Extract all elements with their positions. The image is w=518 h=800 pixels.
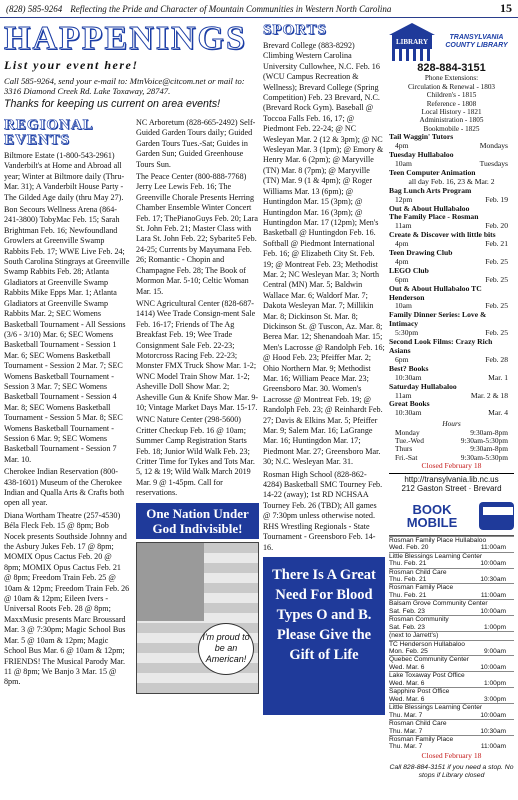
library-event-name: Saturday Hullabaloo [389, 381, 457, 391]
bookmobile-stop-time [389, 696, 514, 703]
regional-diana-wortham: Diana Wortham Theatre (257-4530) Béla Fleck Feb. 15 @ 8pm; Bob Nocek presents Southside Johnny and the Asbury Jukes Feb. 17 @ 8pm; MOMIX Opus Cactus Feb. 20 @ 8pm; MOMIX Opus Cactus Feb. 21 @ 8pm; Freedom Train Feb. 25 @ 10am & 12pm; Freedom Train Feb. 26 @ 10am & 12pm; Eileen Ivers - Universal Roots Feb. 28 @ 8pm; MaxxMusic presents Marc Broussard Mar. 3 @ 7:30pm; Magic School Bus Mar. 5 @ 10am & 12pm; Magic School Bus Mar. 6 @ 10am & 12pm; FRIENDS! The Musical Parody Mar. 11 @ 8pm; We Banjo 3 Mar. 15 @ 8pm. [4, 510, 130, 687]
bookmobile-stop-location: Rosman Family Place Hullabaloo [389, 536, 514, 544]
library-event-time-a: 4pm [395, 256, 409, 266]
library-event-name: Tail Waggin' Tutors [389, 132, 454, 142]
library-event-name: Teen Drawing Club [389, 248, 453, 258]
library-event-time-a: 4pm [395, 141, 409, 151]
library-event-time [389, 409, 514, 418]
bookmobile-stop-location: Rosman Community [389, 615, 514, 623]
library-url [389, 473, 514, 493]
library-event-time-a: 12pm [395, 194, 413, 204]
library-event-name: Family Dinner Series: Love & Intimacy [389, 310, 487, 329]
library-hours [389, 420, 514, 470]
regional-wnc-nature-center: WNC Nature Center (298-5600) Critter Checkup Feb. 16 @ 10am; Summer Camp Registration Starts Feb. 18; Junior Wild Walk Feb. 23; Critter Time for Tykes and Tots Mar. 5, 12 & 19; Wild Walk March 2019 Mar. 9 @ 1-45pm. Call for reservations. [136, 415, 255, 498]
bookmobile-stop-location: Rosman Child Care [389, 568, 514, 576]
library-event-date: Feb. 25 [485, 256, 508, 266]
library-extension-line: Bookmobile - 1825 [423, 124, 480, 133]
library-event-name: Out & About Hullabaloo TC Henderson [389, 283, 482, 302]
library-name: TRANSYLVANIA COUNTY LIBRARY [445, 33, 508, 49]
library-extension-line: Administration - 1805 [419, 116, 484, 125]
hours-day: Thurs [395, 444, 413, 454]
library-building-icon: LIBRARY [389, 23, 435, 61]
header-phone: (828) 585-9264 [6, 3, 63, 14]
library-event-date: Feb. 25 [485, 274, 508, 284]
library-event-name: Second Look Films: Crazy Rich Asians [389, 337, 493, 355]
bookmobile-logo [389, 497, 514, 535]
library-event-name: Teen Computer Animation [389, 167, 476, 177]
bookmobile-stop-hour: 10:00am [480, 663, 506, 671]
flag-image [136, 542, 259, 694]
happenings-contact: Call 585-9264, send your e-mail to: MtnVoice@citcom.net or mail to: 3316 Diamond Creek Rd. Lake Toxaway, 28747. [4, 76, 245, 96]
library-event-date: Mar. 1 [488, 372, 508, 382]
library-event-time-a: 10:30am [395, 408, 422, 418]
library-extension-line: Phone Extensions: [424, 74, 479, 83]
bookmobile-stop-hour: 9:00am [484, 648, 506, 656]
library-event-name: Bag Lunch Arts Program [389, 185, 472, 195]
bookmobile-stop-date: Thu. Mar. 7 [389, 727, 423, 735]
library-event-date: Mar. 4 [488, 408, 508, 418]
bookmobile-stop-time [389, 624, 514, 631]
bookmobile-stop-location: Sapphire Post Office [389, 687, 514, 695]
library-event-date: Mondays [479, 141, 508, 151]
blood-drive-banner: There Is A Great Need For Blood Types O and B. Please Give the Gift of Life [263, 557, 385, 715]
flag-speech-bubble: I'm proud to be an American! [198, 623, 254, 675]
bookmobile-stop-date: Thu. Mar. 7 [389, 743, 423, 751]
library-event-date: Feb. 20 [485, 221, 508, 231]
one-nation-banner: One Nation Under God Indivisible! [136, 503, 259, 539]
bookmobile-stop-hour: 10:00am [480, 560, 506, 568]
bookmobile-stop-date: Thu. Feb. 21 [389, 560, 427, 568]
bookmobile-stop-hour: 1:00pm [484, 679, 506, 687]
library-event-time-a: 11am [395, 221, 412, 231]
hours-day: Fri.-Sat [395, 452, 418, 462]
library-event-name: Create & Discover with little bits [389, 230, 496, 240]
bookmobile-stop-location: Lake Toxaway Post Office [389, 671, 514, 679]
library-event-time-a: 5:30pm [395, 328, 419, 338]
bookmobile-stop-time [389, 648, 514, 655]
bookmobile-stop-date: Thu. Mar. 7 [389, 711, 423, 719]
bookmobile-stop-hour: 3:00pm [484, 695, 506, 703]
library-event-date: Feb. 25 [485, 328, 508, 338]
library-extension-line: Circulation & Renewal - 1803 [407, 82, 496, 91]
bookmobile-stop-hour: 10:30am [480, 727, 506, 735]
library-column [389, 22, 514, 798]
bookmobile-stop-location: Rosman Child Care [389, 719, 514, 727]
library-event-name: Tuesday Hullabaloo [389, 150, 454, 160]
library-event-time-a: 10am [395, 158, 412, 168]
regional-biltmore: Biltmore Estate (1-800-543-2961) Vanderbilt's at Home and Abroad all year; Winter at Biltmore daily (Thru-Mar. 31); A Vanderbilt House Party - The Gilded Age daily (thru May 27). [4, 151, 125, 202]
library-event-time-a: all day Feb. 16, 23 & Mar. 2 [408, 176, 495, 186]
bookmobile-stop-date: Sat. Feb. 23 [389, 623, 425, 631]
header-tagline: Reflecting the Pride and Character of Mountain Communities in Western North Carolina [70, 3, 392, 14]
bookmobile-stop-location: Little Blessings Learning Center [389, 703, 514, 711]
library-extension-line: Reference - 1808 [426, 99, 477, 108]
regional-cherokee: Cherokee Indian Reservation (800-438-1601) Museum of the Cherokee Indian and Qualla Arts & Crafts both open all year. [4, 467, 125, 508]
bookmobile-stop-date: Wed. Mar. 6 [389, 663, 425, 671]
library-event-time-a: 4pm [395, 239, 409, 249]
bookmobile-closed-notice: Closed February 18 [421, 750, 482, 760]
bookmobile-stop-time [389, 712, 514, 719]
bookmobile-stop-time [389, 728, 514, 735]
bookmobile-stop-time [389, 544, 514, 551]
library-event-name: Best? Books [389, 363, 429, 373]
library-extension-line: Local History - 1821 [421, 108, 482, 117]
library-event-date: Feb. 21 [485, 239, 508, 249]
bookmobile-stop-date: Wed. Feb. 20 [389, 544, 429, 552]
bookmobile-stop-hour: 1:00pm [484, 623, 506, 631]
bookmobile-stop-hour: 10:00am [480, 607, 506, 615]
regional-column-2 [136, 118, 259, 798]
library-event-name: Great Books [389, 399, 430, 409]
bookmobile-title: BOOK MOBILE [406, 501, 458, 530]
hours-time: 9:30am-5:30pm [460, 436, 508, 446]
regional-wnc-ag-center: WNC Agricultural Center (828-687-1414) Wee Trade Consign-ment Sale Feb. 16-17; Friends of The Ag Breakfast Feb. 19; Wee Trade Consignment Sale Feb. 22-23; Motorcross Racing Feb. 22-23; Monster FMX Truck Show Mar. 1-2; WNC Model Train Show Mar. 1-2; Asheville Doll Show Mar. 2; Asheville Gun & Knife Show Mar. 9-10; Vintage Market Days Mar. 15-17. [136, 298, 259, 412]
sports-column [263, 22, 385, 798]
library-extensions [389, 74, 514, 133]
library-event-date: Feb. 28 [485, 354, 508, 364]
library-address: 212 Gaston Street · Brevard [401, 483, 502, 493]
library-event-time-a: 10:30am [395, 372, 422, 382]
bookmobile-stop-location: Quebec Community Center [389, 655, 514, 663]
bookmobile-stop-time [389, 608, 514, 615]
bookmobile-stop-location: Little Blessings Learning Center [389, 552, 514, 560]
library-event-time-a: 11am [395, 390, 412, 400]
library-phone: 828-884-3151 [417, 62, 486, 74]
bookmobile-stop-hour: 11:00am [480, 743, 506, 751]
bookmobile-stop-time [389, 664, 514, 671]
library-event-name: LEGO Club [389, 265, 429, 275]
library-event-time-a: 6pm [395, 274, 409, 284]
bookmobile-stop-location: (next to Jarrett's) [389, 631, 514, 639]
bookmobile-stop-time [389, 560, 514, 567]
bookmobile-footer: Call 828-884-3151 if you need a stop. No stops if Library closed [389, 764, 514, 780]
bookmobile-bus-icon [479, 502, 514, 530]
library-event-time-a: 10am [395, 301, 412, 311]
bookmobile-stop-hour: 11:00am [480, 544, 506, 552]
hours-day: Tue.-Wed [395, 436, 424, 446]
bookmobile-stop-date: Thu. Feb. 21 [389, 591, 427, 599]
happenings-subtitle: List your event here! [4, 58, 139, 72]
library-website: http://transylvania.lib.nc.us [404, 474, 499, 484]
happenings-thanks: Thanks for keeping us current on area events! [4, 98, 221, 110]
page-number: 15 [500, 1, 512, 15]
bookmobile-stop-date: Sat. Feb. 23 [389, 607, 425, 615]
bookmobile-stop-hour: 10:00am [480, 711, 506, 719]
flag-canton [137, 543, 204, 621]
bookmobile-stop-date: Wed. Mar. 6 [389, 679, 425, 687]
library-event-date: Feb. 25 [485, 301, 508, 311]
bookmobile-stop-date: Thu. Feb. 21 [389, 575, 427, 583]
happenings-title: HAPPENINGS [4, 20, 247, 57]
hours-title: Hours [442, 419, 461, 429]
library-event-date: Mar. 2 & 18 [470, 390, 508, 400]
bookmobile-stop-time [389, 592, 514, 599]
library-event-name: The Family Place - Rosman [389, 212, 479, 222]
library-event-date: Feb. 19 [485, 194, 508, 204]
happenings-masthead [4, 22, 259, 110]
hours-day: Monday [395, 427, 420, 437]
library-events [389, 133, 514, 418]
regional-title: REGIONAL EVENTS [4, 118, 93, 148]
library-event-time-a: 6pm [395, 354, 409, 364]
hours-time: 9:30am-8pm [470, 427, 508, 437]
regional-column-1 [4, 118, 130, 798]
bookmobile-stop-location: Rosman Family Place [389, 735, 514, 743]
bookmobile-stop-date: Wed. Mar. 6 [389, 695, 425, 703]
bookmobile-stop-time [389, 576, 514, 583]
bookmobile-schedule [389, 535, 514, 751]
bookmobile-stop-hour: 10:30am [480, 575, 506, 583]
regional-peace-center: The Peace Center (800-888-7768) Jerry Lee Lewis Feb. 16; The Greenville Chorale Presents Herring Chamber Ensemble Winter Concert Feb. 17; ThePianoGuys Feb. 20; Lara St. John Feb. 21; Master Class with Lara St. John Feb. 22; Sybarite5 Feb. 24-25; Currents by Mayumana Feb. 26; Romantic - Chopin and Champagne Feb. 28; The Book of Mormon Mar. 5-10; Celtic Woman Mar. 15. [136, 172, 258, 296]
bookmobile-stop-time [389, 680, 514, 687]
bookmobile-stop-hour: 11:00am [480, 591, 506, 599]
library-extension-line: Children's - 1815 [426, 91, 477, 100]
bookmobile-stop-location: Rosman Family Place [389, 583, 514, 591]
bookmobile-stop-location: TC Henderson Hullabaloo [389, 640, 514, 648]
hours-time: 9:30am-8pm [470, 444, 508, 454]
library-event-date: Tuesdays [479, 158, 508, 168]
sports-rosman-high: Rosman High School (828-862-4284) Basketball SMC Tourney Feb. 14-22 (away); 1st RD NCHSAA Tourney Feb. 26 (TBD); All games @ 7:30pm unless otherwise noted. RHS Wrestling Regionals - State Tournament - Greensboro Feb. 14-16. [263, 469, 383, 552]
bookmobile-stop-time [389, 743, 514, 750]
regional-bon-secours: Bon Secours Wellness Arena (864-241-3800) TobyMac Feb. 15; Sarah Brightman Feb. 16; Newfoundland Growlers at Greenville Swamp Rabbits Feb. 17; WWE Live Feb. 24; South Carolina Stingrays at Greenville Swamp Rabbits Feb. 28; Atlanta Gladiators at Greenville Swamp Rabbits Mike Epps Mar. 1; Atlanta Gladiators at Greenville Swamp Rabbits Mar. 2; SEC Womens Basketball Tournament - All Sessions (3/6 - 3/10) Mar. 6; SEC Womens Basketball Tournament - Session 1 Mar. 6; SEC Womens Basketball Tournament - Session 2 Mar. 7; SEC Womens Basketball Tournament - Session 3 Mar. 7; SEC Womens Basketball Tournament - Session 4 Mar. 8; SEC Womens Basketball Tournament - Session 5 Mar. 8; SEC Womens Basketball Tournament - Session 6 Mar. 9; SEC Womens Basketball Tournament - Session 7 Mar. 10. [4, 205, 130, 464]
hours-time: 9:30am-5:30pm [460, 452, 508, 462]
library-closed-notice: Closed February 18 [421, 461, 482, 471]
library-logo [389, 22, 514, 62]
bookmobile-stop-location: Balsam Grove Community Center [389, 599, 514, 607]
regional-nc-arboretum: NC Arboretum (828-665-2492) Self-Guided Garden Tours daily; Guided Garden Tours Tues.-Sat; Guides in Garden Sun; Guided Greenhouse Tours Sun. [136, 118, 256, 169]
bookmobile-stop-date: Mon. Feb. 25 [389, 648, 428, 656]
sports-brevard-college: Brevard College (883-8292) Climbing Western Carolina University Cullowhee, N.C. Feb. 16 (WCU Campus Recreation & Wellness); Brevard College (Spring Competition) Feb. 23 Brevard, N.C. (Brevard Rock Gym). Baseball @ Toccoa Falls Feb. 16, 17; @ Piedmont Feb. 22-24; @ NC Wesleyan Mar. 2 (12 & 3pm); @ NC Wesleyan Mar. 3 (1pm); @ Emory & Henry Mar. 6 (2pm); @ Maryville (TN) Mar. 8 (7pm); @ Maryville (TN) Mar. 9 (1 & 4pm); @ Roger Williams Mar. 13 (6pm); @ Huntingdon Mar. 15 (3pm); @ Huntingdon Mar. 16 (3pm); @ Huntingdon Mar. 17 (12pm); Men's Basketball @ Huntingdon Feb. 16. Softball @ Piedmont International Feb. 16; @ Elizabeth City St. Feb. 19; @ Montreat Feb. 23; Methodist Mar. 2; NC Wesleyan Mar. 3; North Central (MN) Mar. 5; Baldwin Wallace Mar. 6; Waldorf Mar. 7; Dakota Wesleyan Mar. 7; Millikin Mar. 8; Dickinson St. Mar. 8; Dickinson St. @ Tuscon, Az. Mar. 8; Berea Mar. 12; Shenandoah Mar. 15; Men's Lacrosse @ Randolph Feb. 16; @ Hood Feb. 23; Pfeiffer Mar. 2; Ohio Northern Mar. 9; Methodist Mar. 16; William Peace Mar. 23; Greensboro Mar. 30. Women's Lacrosse @ Montreat Feb. 19; @ Randolph Feb. 23; @ Reinhardt Feb. 27; Davis & Elkins Mar. 5; Pfeiffer Mar. 9; Salem Mar. 16; LaGrange Mar. 16; Huntingdon Mar. 17; Piedmont Mar. 27; Greensboro Mar. 30; N.C. Wesleyan Mar. 31. [263, 41, 385, 467]
library-event-name: Out & About Hullabaloo [389, 203, 470, 213]
page-header [0, 0, 518, 18]
sports-title: SPORTS [263, 22, 327, 38]
